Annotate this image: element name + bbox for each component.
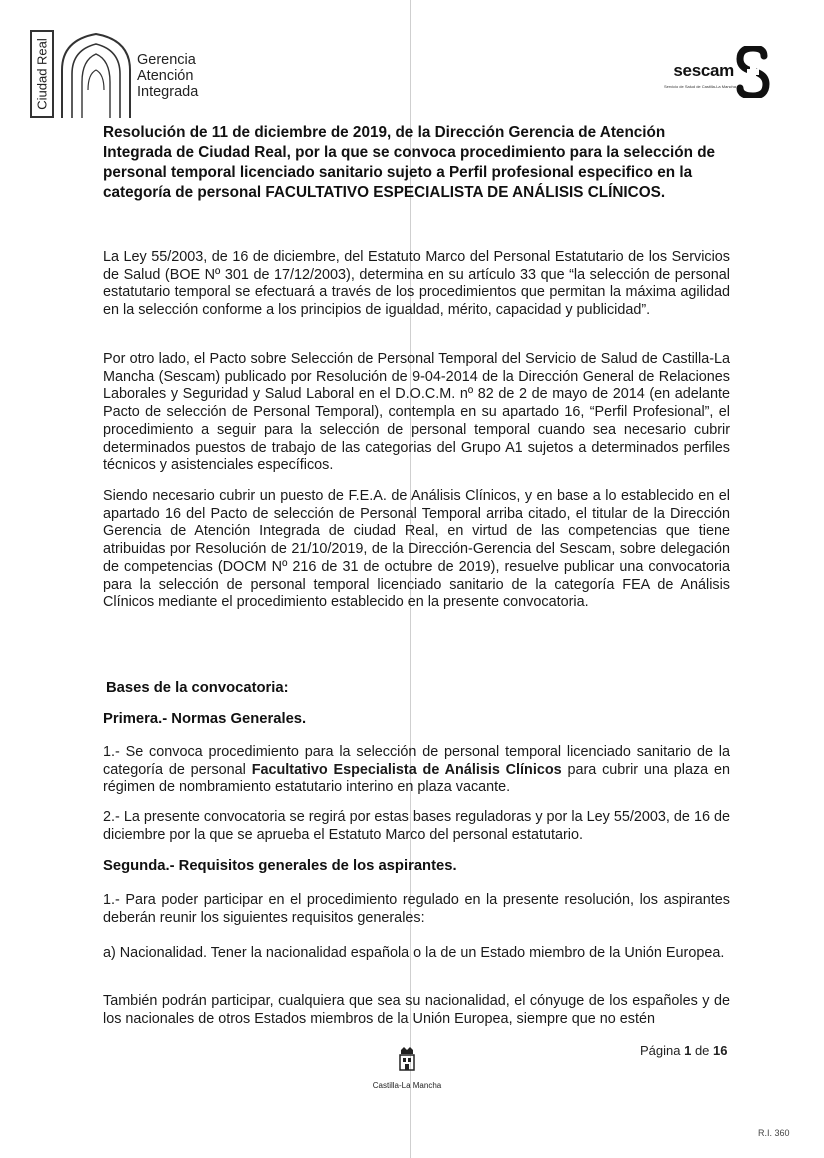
primera-heading: Primera.- Normas Generales. xyxy=(103,711,307,727)
paragraph-resuelve: Siendo necesario cubrir un puesto de F.E.A. de Análisis Clínicos, y en base a lo establecido en el apartado 16 del Pacto de selección de Personal Temporal arriba citado, el titular de la Dirección Gerencia de Atención Integrada de ciudad Real, en virtud de las competencias que tiene atribuidas por Resolución de 21/10/2019, de la Dirección-Gerencia del Sescam, sobre delegación de competencias (DOCM Nº 216 de 31 de octubre de 2019), resuelve publicar una convocatoria para la selección de personal temporal licenciado sanitario de la categoría FEA de Análisis Clínicos mediante el procedimiento establecido en la presente convocatoria. xyxy=(103,488,730,611)
bases-heading: Bases de la convocatoria: xyxy=(106,680,289,696)
sescam-wordmark: sescam xyxy=(673,61,734,80)
crest-icon xyxy=(398,1046,416,1074)
ciudad-real-text: Ciudad Real xyxy=(34,38,50,110)
arch-icon xyxy=(58,30,134,120)
gerencia-name: Gerencia Atención Integrada xyxy=(137,52,199,100)
reference-code: R.I. 360 xyxy=(758,1128,790,1138)
paragraph-pacto: Por otro lado, el Pacto sobre Selección de Personal Temporal del Servicio de Salud de Castilla-La Mancha (Sescam) publicado por Resolución de 9-04-2014 de la Dirección General de Relaciones Laborales y Seguridad y Salud Laboral en el D.O.C.M. nº 82 de 2 de mayo de 2014 (en adelante Pacto de selección de Personal Temporal), contempla en su apartado 16, “Perfil Profesional”, el procedimiento a seguir para la selección de personal temporal cuando sea necesario cubrir determinados puestos de trabajo de las categorias del Grupo A1 sujetos a determinados perfiles técnicos y asistenciales específicos. xyxy=(103,351,730,474)
document-title: Resolución de 11 de diciembre de 2019, de la Dirección Gerencia de Atención Integrada de Ciudad Real, por la que se convoca procedimiento para la selección de personal temporal licenciado sanitario sujeto a Perfil profesional especifico en la categoría de personal FACULTATIVO ESPECIALISTA DE ANÁLISIS CLÍNICOS. xyxy=(103,124,716,201)
paragraph-conyuge: También podrán participar, cualquiera que sea su nacionalidad, el cónyuge de los españoles y de los nacionales de otros Estados miembros de la Unión Europea, siempre que no estén xyxy=(103,993,730,1027)
sescam-logo xyxy=(650,44,770,104)
castilla-la-mancha-text: Castilla-La Mancha xyxy=(372,1081,442,1090)
paragraph-requisitos: 1.- Para poder participar en el procedimiento regulado en la presente resolución, los aspirantes deberán reunir los siguientes requisitos generales: xyxy=(103,892,730,926)
sescam-s-icon xyxy=(736,46,770,98)
ciudad-real-box xyxy=(30,30,54,118)
castilla-la-mancha-logo xyxy=(372,1046,442,1090)
sescam-subtitle: Servicio de Salud de Castilla-La Mancha xyxy=(663,84,736,89)
paragraph-base-2: 2.- La presente convocatoria se regirá por estas bases reguladoras y por la Ley 55/2003, de 16 de diciembre por la que se aprueba el Estatuto Marco del personal estatutario. xyxy=(103,809,730,843)
paragraph-base-1: 1.- Se convoca procedimiento para la selección de personal temporal licenciado sanitario de la categoría de personal Facultativo Especialista de Análisis Clínicos para cubrir una plaza en régimen de nombramiento estatutario interino en plaza vacante. xyxy=(103,744,731,796)
paragraph-intro: La Ley 55/2003, de 16 de diciembre, del Estatuto Marco del Personal Estatutario de los Servicios de Salud (BOE Nº 301 de 17/12/2003), determina en su artículo 33 que “la selección de personal estatutario temporal se efectuará a través de los procedimientos que permitan la máxima agilidad en la selección conforme a los principios de igualdad, mérito, capacidad y publicidad”. xyxy=(103,249,730,319)
paragraph-nacionalidad: a) Nacionalidad. Tener la nacionalidad española o la de un Estado miembro de la Unión Europea. xyxy=(103,945,725,961)
page-number: Página 1 de 16 xyxy=(640,1043,728,1058)
segunda-heading: Segunda.- Requisitos generales de los aspirantes. xyxy=(103,858,457,874)
gerencia-logo xyxy=(30,30,230,120)
